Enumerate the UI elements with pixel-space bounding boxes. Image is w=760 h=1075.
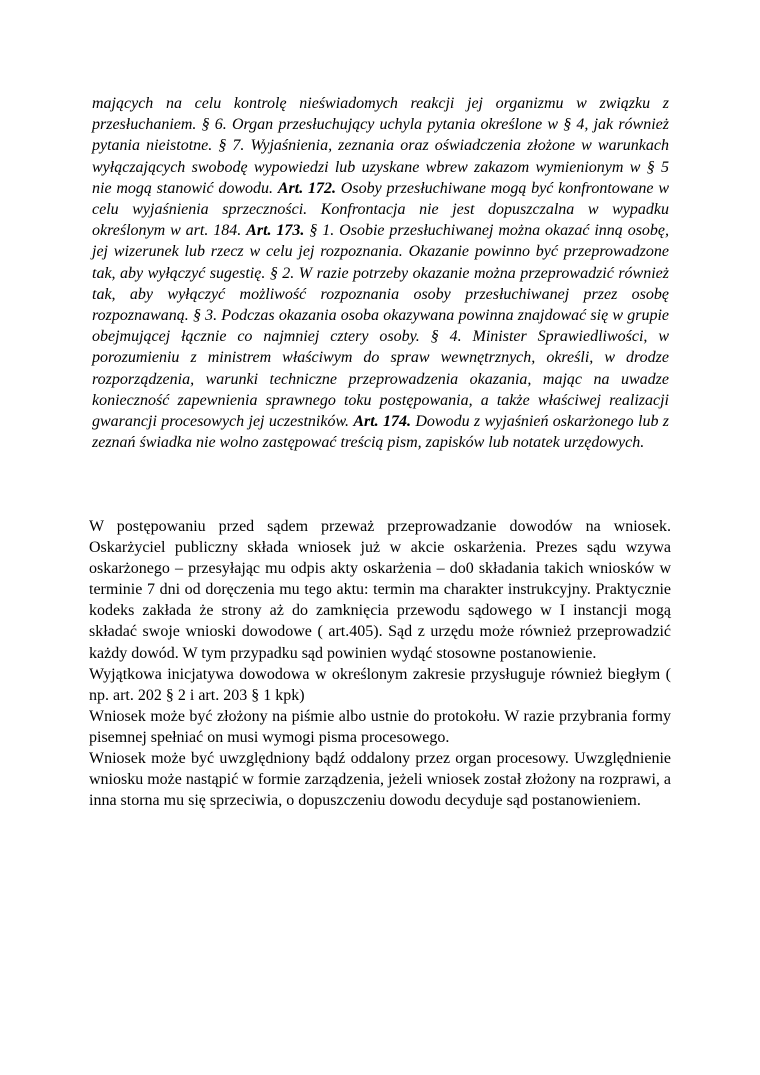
quote-text-4: Dowodu z wyjaśnień oskarżonego lub z zeznań świadka nie wolno zastępować treścią pism, zapisków lub notatek urzędowych. bbox=[92, 413, 670, 452]
quote-text-1: mających na celu kontrolę nieświadomych reakcji jej organizmu w związku z przesłuchaniem. § 6. Organ przesłuchujący uchyla pytania określone w § 4, jak również pytania nieistotne. § 7. Wyjaśnienia, zeznania oraz oświadczenia złożone w warunkach wyłączających swobodę wypowiedzi lub uzyskane wbrew zakazom wymienionym w § 5 nie mogą stanowić dowodu. bbox=[92, 95, 669, 197]
paragraph-motion-decision: Wniosek może być uwzględniony bądź oddalony przez organ procesowy. Uwzględnienie wniosku może nastąpić w formie zarządzenia, jeżeli wniosek został złożony na rozprawi, a inna storna mu się sprzeciwia, o dopuszczeniu dowodu decyduje sąd postanowieniem. bbox=[89, 750, 671, 810]
article-173-heading: Art. 173. bbox=[246, 222, 305, 240]
paragraph-motion-form: Wniosek może być złożony na piśmie albo ustnie do protokołu. W razie przybrania formy pisemnej spełniać on musi wymogi pisma procesowego. bbox=[89, 707, 671, 746]
article-174-heading: Art. 174. bbox=[353, 413, 411, 431]
article-172-heading: Art. 172. bbox=[277, 179, 336, 197]
paragraph-expert-initiative: Wyjątkowa inicjatywa dowodowa w określonym zakresie przysługuje również biegłym ( np. art. 202 § 2 i art. 203 § 1 kpk) bbox=[89, 665, 671, 704]
quote-text-2: Osoby przesłuchiwane mogą być konfrontowane w celu wyjaśnienia sprzeczności. Konfrontacja nie jest dopuszczalna w wypadku określonym w art. 184. bbox=[92, 179, 670, 240]
commentary-block bbox=[89, 516, 671, 811]
quote-text-3: § 1. Osobie przesłuchiwanej można okazać inną osobę, jej wizerunek lub rzecz w celu jej rozpoznania. Okazanie powinno być przeprowadzone tak, aby wyłączyć sugestię. § 2. W razie potrzeby okazanie można przeprowadzić również tak, aby wyłączyć możliwość rozpoznania osoby przesłuchiwanej przez osobę rozpoznawaną. § 3. Podczas okazania osoba okazywana powinna znajdować się w grupie obejmującej łącznie co najmniej cztery osoby. § 4. Minister Sprawiedliwości, w porozumieniu z ministrem właściwym do spraw wewnętrznych, określi, w drodze rozporządzenia, warunki techniczne przeprowadzenia okazania, mając na uwadze konieczność zapewnienia sprawnego toku postępowania, a także właściwej realizacji gwarancji procesowych jej uczestników. bbox=[92, 222, 670, 431]
paragraph-evidence-motions: W postępowaniu przed sądem przeważ przeprowadzanie dowodów na wniosek. Oskarżyciel publiczny składa wniosek już w akcie oskarżenia. Prezes sądu wzywa oskarżonego – przesyłając mu odpis akty oskarżenia – do0 składania takich wniosków w terminie 7 dni od doręczenia mu tego aktu: termin ma charakter instrukcyjny. Praktycznie kodeks zakłada że strony aż do zamknięcia przewodu sądowego w I instancji mogą składać swoje wnioski dowodowe ( art.405). Sąd z urzędu może również przeprowadzić każdy dowód. W tym przypadku sąd powinien wydąć stosowne postanowienie. bbox=[89, 518, 671, 662]
statute-quote-block bbox=[92, 93, 669, 453]
